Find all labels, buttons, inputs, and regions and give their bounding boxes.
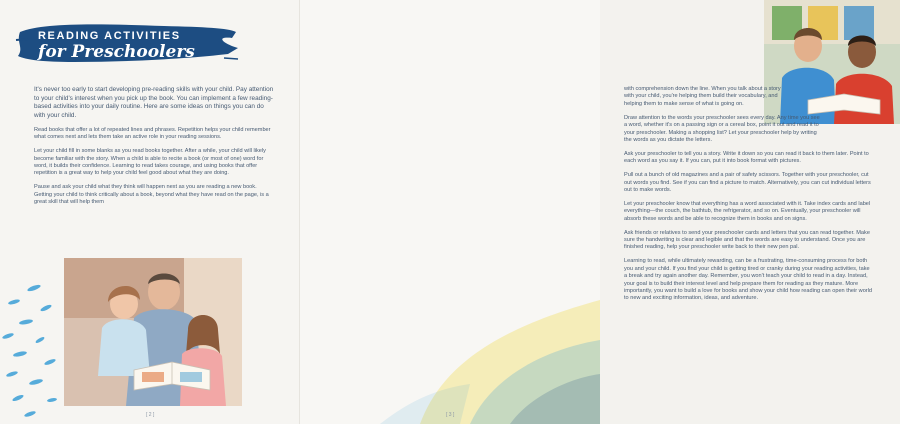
body-paragraph: Pause and ask your child what they think will happen next as you are reading a new book. Getting your child to think critically about a book, beyond what they have read on the page, is a great skill that will help them	[34, 184, 269, 206]
decorative-dashes	[0, 278, 70, 424]
decorative-watercolor	[380, 260, 600, 424]
page-number-left: [ 2 ]	[146, 412, 155, 418]
left-text-column	[34, 86, 274, 213]
body-paragraph: Learning to read, while ultimately rewarding, can be a frustrating, time-consuming process for both you and your child. If you find your child is getting tired or cranky during your reading activities, take a break and try again another day. Remember, you won't teach your child to read in a day. Instead, your goal is to build their interest level and help prepare them for reading as they mature. More importantly, you want to build a love for books and show your child how reading can open their world to new and exciting information, ideas, and adventure.	[624, 258, 873, 302]
body-paragraph: Let your preschooler know that everything has a word associated with it. Take index cards and label everything—the couch, the bathtub, the refrigerator, and so on. Eventually, your preschooler will absorb these words and be able to recognize them in books and on signs.	[624, 200, 871, 222]
body-paragraph: Pull out a bunch of old magazines and a pair of safety scissors. Together with your preschooler, cut out words you find. See if you can find a picture to match. Alternatively, you can cut individual letters out to make words.	[624, 172, 871, 193]
page-number-right: [ 3 ]	[446, 412, 455, 418]
body-paragraph: Draw attention to the words your preschooler sees every day. Any time you see a word, whether it's on a passing sign or a cereal box, point it out and read it to your preschooler. Making a shopping list? Let your preschooler help by writing the words as you dictate the letters.	[624, 114, 820, 143]
family-reading-photo	[64, 258, 242, 406]
intro-paragraph: It's never too early to start developing pre-reading skills with your child. Pay attention to your child's interest when you pick up the book. You can implement a few reading-based activities into your daily routine. Here are some ideas on things you can do with your child.	[34, 86, 274, 119]
right-page	[300, 0, 873, 424]
body-paragraph: Ask friends or relatives to send your preschooler cards and letters that you can read together. Make sure the handwriting is clear and legible and that the words are easy to understand. Once you are finished reading, help your preschooler write back to their new pen pal.	[624, 229, 870, 251]
page-title-line2: for Preschoolers	[38, 42, 195, 62]
left-page	[0, 0, 300, 424]
body-paragraph: Read books that offer a lot of repeated lines and phrases. Repetition helps your child remember what comes next and lets them take an active role in your reading sessions.	[34, 126, 271, 141]
body-paragraph: with comprehension down the line. When you talk about a story with your child, you're helping them build their vocabulary, and helping them to make sense of what is going on.	[624, 86, 781, 107]
page-title-line1: READING ACTIVITIES	[38, 30, 181, 42]
right-text-column	[624, 86, 874, 309]
body-paragraph: Ask your preschooler to tell you a story. Write it down so you can read it back to them later. Point to each word as you say it. If you can, put it into book format with pictures.	[624, 150, 869, 165]
body-paragraph: Let your child fill in some blanks as you read books together. After a while, your child will likely become familiar with the story. When a child is able to recite a book (or most of one) word for word, it builds their confidence. Learning to read takes courage, and using books that offer repetition is a great way to help your child feel good about what they are doing.	[34, 148, 266, 177]
